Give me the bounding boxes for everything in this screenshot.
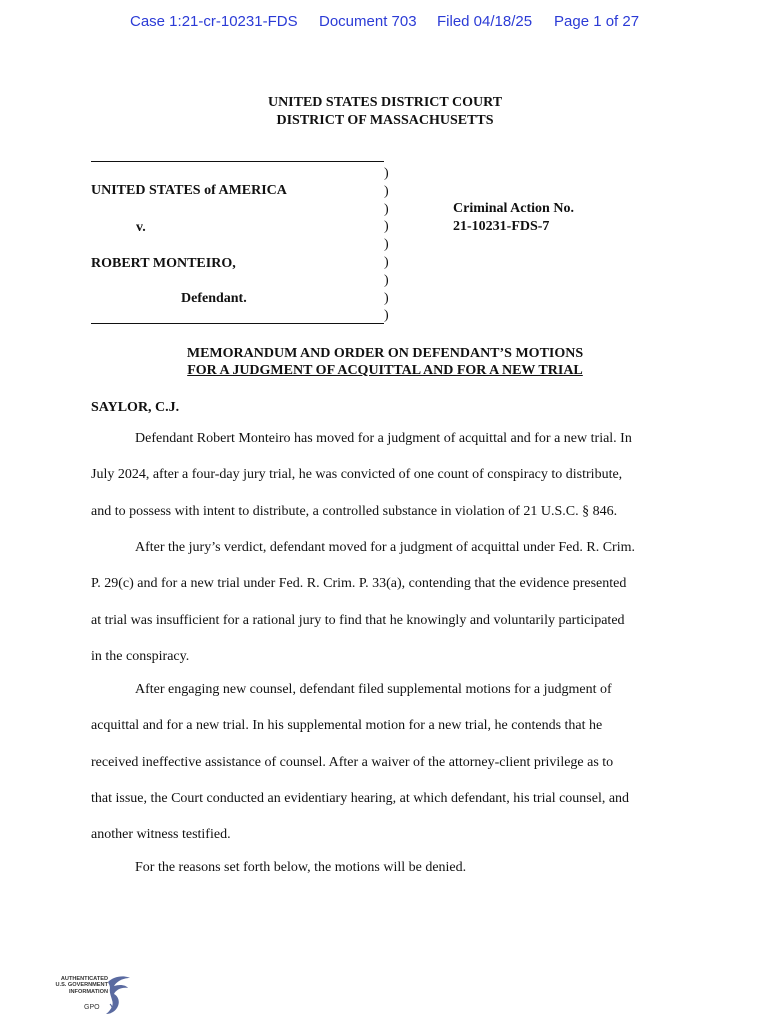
plaintiff-name: UNITED STATES of AMERICA <box>91 183 287 198</box>
court-district: DISTRICT OF MASSACHUSETTS <box>276 113 494 128</box>
case-number: Case 1:21-cr-10231-FDS <box>130 13 298 30</box>
text-line: For the reasons set forth below, the motions will be denied. <box>135 860 467 875</box>
text-line: at trial was insufficient for a rational jury to find that he knowingly and voluntarily participated <box>91 612 625 628</box>
document-title <box>0 345 770 379</box>
page-count: Page 1 of 27 <box>554 13 640 30</box>
text-line: and to possess with intent to distribute, a controlled substance in violation of 21 U.S.C. § 846. <box>91 503 618 519</box>
paren: ) <box>384 166 389 181</box>
text-line: P. 29(c) and for a new trial under Fed. R. Crim. P. 33(a), contending that the evidence presented <box>91 576 627 592</box>
criminal-action-number: 21-10231-FDS-7 <box>453 219 550 234</box>
filed-date: Filed 04/18/25 <box>437 13 533 30</box>
text-line: that issue, the Court conducted an evidentiary hearing, at which defendant, his trial counsel, and <box>91 790 630 806</box>
court-heading <box>0 94 770 130</box>
court-name: UNITED STATES DISTRICT COURT <box>267 95 503 110</box>
paren: ) <box>384 254 389 270</box>
gpo-text-line: AUTHENTICATED <box>60 976 108 982</box>
text-line: in the conspiracy. <box>91 648 190 664</box>
defendant-name: ROBERT MONTEIRO, <box>91 256 236 271</box>
paragraph-3 <box>91 672 681 853</box>
text-line: July 2024, after a four-day jury trial, he was convicted of one count of conspiracy to distribute, <box>91 467 623 483</box>
caption-top-rule <box>91 161 384 162</box>
versus: v. <box>136 220 146 235</box>
paren: ) <box>384 272 389 288</box>
paren: ) <box>384 290 389 306</box>
text-line: After the jury’s verdict, defendant moved for a judgment of acquittal under Fed. R. Crim. <box>135 540 635 555</box>
paren: ) <box>384 201 389 217</box>
caption-bottom-rule <box>91 323 384 324</box>
paren: ) <box>384 219 389 235</box>
judge-name: SAYLOR, C.J. <box>91 400 180 415</box>
gpo-authentication-text <box>44 976 108 995</box>
text-line: acquittal and for a new trial. In his supplemental motion for a new trial, he contends that he <box>91 718 603 734</box>
criminal-action-label: Criminal Action No. <box>453 201 574 216</box>
title-line-1: MEMORANDUM AND ORDER ON DEFENDANT’S MOTIONS <box>186 346 584 361</box>
gpo-authentication-logo <box>44 972 134 1018</box>
paragraph-4 <box>91 850 681 886</box>
gpo-eagle-icon <box>104 974 132 1016</box>
text-line: another witness testified. <box>91 827 231 843</box>
gpo-text-line: U.S. GOVERNMENT <box>55 982 108 989</box>
defendant-label: Defendant. <box>181 291 247 306</box>
text-line: received ineffective assistance of counsel. After a waiver of the attorney-client privilege as to <box>91 754 614 770</box>
paren: ) <box>384 237 389 253</box>
document-number: Document 703 <box>319 13 417 30</box>
gpo-label: GPO <box>84 1004 100 1011</box>
text-line: Defendant Robert Monteiro has moved for a judgment of acquittal and for a new trial. In <box>135 431 632 446</box>
title-line-2: FOR A JUDGMENT OF ACQUITTAL AND FOR A NEW TRIAL <box>187 363 583 378</box>
paragraph-2 <box>91 530 681 675</box>
gpo-text-line: INFORMATION <box>68 988 108 995</box>
caption-parentheses <box>384 165 389 325</box>
paren: ) <box>384 183 389 199</box>
paren: ) <box>384 308 389 324</box>
paragraph-1 <box>91 421 681 530</box>
text-line: After engaging new counsel, defendant filed supplemental motions for a judgment of <box>135 682 612 697</box>
